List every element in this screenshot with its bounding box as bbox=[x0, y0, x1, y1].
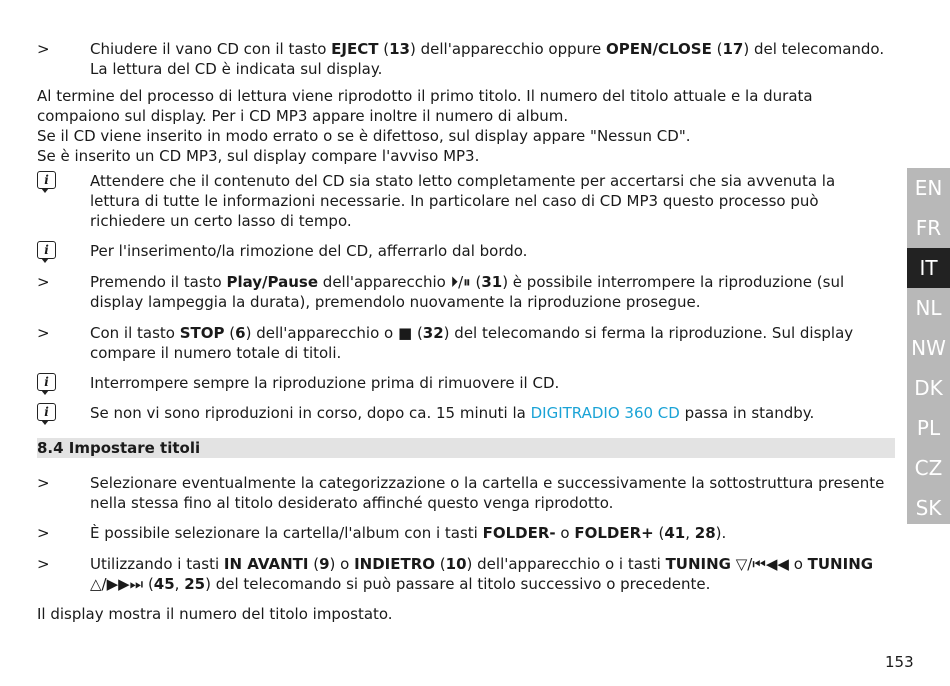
bullet-marker: > bbox=[37, 40, 50, 58]
lang-tab-nw[interactable]: NW bbox=[911, 336, 946, 360]
key-in-avanti: IN AVANTI bbox=[223, 555, 309, 573]
key-tuning-up: TUNING bbox=[807, 555, 874, 573]
key-eject: EJECT bbox=[331, 40, 379, 58]
lang-tab-pl[interactable]: PL bbox=[916, 416, 941, 440]
lang-tab-en[interactable]: EN bbox=[914, 176, 943, 200]
info-icon: i bbox=[37, 241, 56, 259]
key-indietro: INDIETRO bbox=[354, 555, 436, 573]
key-stop: STOP bbox=[179, 324, 225, 342]
instruction-text: Chiudere il vano CD con il tasto EJECT (13) dell'apparecchio oppure OPEN/CLOSE (17) del telecomando. La lettura del CD è indicata sul display. bbox=[90, 40, 885, 78]
bullet-marker: > bbox=[37, 324, 50, 342]
section-title: 8.4 Impostare titoli bbox=[37, 439, 201, 457]
key-folder-plus: FOLDER+ bbox=[574, 524, 654, 542]
bullet-marker: > bbox=[37, 555, 50, 573]
stop-icon: ■ bbox=[397, 324, 413, 342]
lang-tab-dk[interactable]: DK bbox=[914, 376, 943, 400]
lang-tab-it[interactable]: IT bbox=[907, 248, 950, 288]
key-folder-minus: FOLDER- bbox=[482, 524, 556, 542]
bullet-marker: > bbox=[37, 273, 50, 291]
play-pause-icon: ⏵/⏸ bbox=[450, 273, 471, 291]
skip-back-icon: ▽/⏮◀◀ bbox=[730, 555, 794, 573]
key-open-close: OPEN/CLOSE bbox=[606, 40, 712, 58]
bullet-marker: > bbox=[37, 474, 50, 492]
bullet-marker: > bbox=[37, 524, 50, 542]
key-tuning-down: TUNING bbox=[665, 555, 731, 573]
section-heading bbox=[37, 438, 895, 458]
info-icon: i bbox=[37, 171, 56, 189]
lang-tab-fr[interactable]: FR bbox=[915, 216, 942, 240]
key-play-pause: Play/Pause bbox=[226, 273, 319, 291]
lang-tab-sk[interactable]: SK bbox=[915, 496, 942, 520]
product-name: DIGITRADIO 360 CD bbox=[530, 404, 680, 422]
skip-forward-icon: △/▶▶⏭ bbox=[90, 575, 144, 593]
page-number: 153 bbox=[885, 653, 914, 671]
info-icon: i bbox=[37, 373, 56, 391]
language-tabs bbox=[907, 168, 950, 524]
lang-tab-nl[interactable]: NL bbox=[915, 296, 942, 320]
lang-tab-cz[interactable]: CZ bbox=[914, 456, 943, 480]
info-icon: i bbox=[37, 403, 56, 421]
